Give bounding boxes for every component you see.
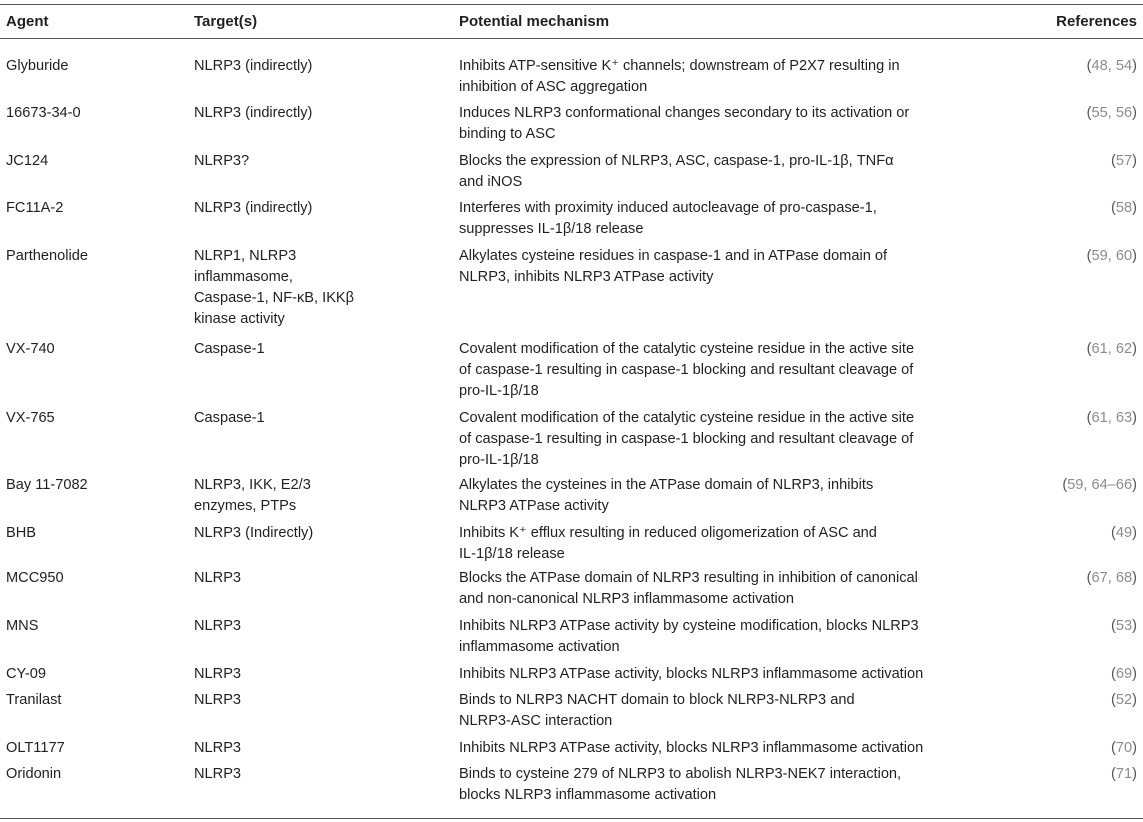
targets-cell: [194, 198, 366, 219]
agent-cell: BHB: [6, 525, 37, 541]
header-mechanism: Potential mechanism: [459, 13, 610, 30]
agent-cell: OLT1177: [6, 740, 65, 756]
references-cell: (59, 60): [1086, 248, 1137, 264]
reference-link[interactable]: 71: [1115, 766, 1133, 782]
targets-line: NLRP3 (indirectly): [194, 200, 313, 216]
mechanism-line: Inhibits NLRP3 ATPase activity, blocks NLRP3 inflammasome activation: [459, 666, 924, 682]
mechanism-line: Binds to NLRP3 NACHT domain to block NLRP3-NLRP3 and: [459, 692, 855, 708]
targets-cell: [194, 103, 366, 124]
mechanism-line: inhibition of ASC aggregation: [459, 79, 648, 95]
mechanism-line: Induces NLRP3 conformational changes secondary to its activation or: [459, 105, 910, 121]
agent-cell: Parthenolide: [6, 248, 88, 264]
targets-line: NLRP3?: [194, 153, 250, 169]
references-cell: (67, 68): [1086, 570, 1137, 586]
mechanism-line: Inhibits ATP-sensitive K⁺ channels; downstream of P2X7 resulting in: [459, 58, 900, 74]
agent-cell: CY-09: [6, 666, 47, 682]
header-agent: Agent: [6, 13, 49, 30]
agent-cell: Glyburide: [6, 58, 69, 74]
mechanism-line: and iNOS: [459, 174, 523, 190]
mechanism-line: Alkylates the cysteines in the ATPase domain of NLRP3, inhibits: [459, 477, 874, 493]
mechanism-line: IL-1β/18 release: [459, 546, 565, 562]
agent-cell: MCC950: [6, 570, 64, 586]
reference-link[interactable]: 61, 63: [1091, 410, 1133, 426]
targets-cell: [194, 764, 366, 785]
agent-cell: MNS: [6, 618, 39, 634]
mechanism-cell: [459, 475, 959, 517]
agent-cell: JC124: [6, 153, 49, 169]
targets-line: NLRP3 (indirectly): [194, 58, 313, 74]
targets-cell: [194, 475, 366, 517]
mechanism-cell: [459, 198, 959, 240]
targets-line: kinase activity: [194, 311, 285, 327]
targets-line: NLRP1, NLRP3: [194, 248, 297, 264]
targets-line: enzymes, PTPs: [194, 498, 297, 514]
references-cell: (48, 54): [1086, 58, 1137, 74]
targets-line: NLRP3 (Indirectly): [194, 525, 314, 541]
references-cell: (61, 62): [1086, 341, 1137, 357]
agent-cell: Oridonin: [6, 766, 62, 782]
agent-cell: VX-765: [6, 410, 55, 426]
targets-line: inflammasome,: [194, 269, 293, 285]
references-cell: (55, 56): [1086, 105, 1137, 121]
targets-cell: [194, 151, 366, 172]
targets-line: NLRP3: [194, 570, 242, 586]
mechanism-cell: [459, 56, 959, 98]
mechanism-cell: [459, 339, 959, 402]
targets-line: Caspase-1, NF-κB, IKKβ: [194, 290, 355, 306]
mechanism-cell: [459, 764, 959, 806]
reference-link[interactable]: 67, 68: [1091, 570, 1133, 586]
reference-link[interactable]: 61, 62: [1091, 341, 1133, 357]
reference-link[interactable]: 70: [1115, 740, 1133, 756]
mechanism-line: Covalent modification of the catalytic cysteine residue in the active site: [459, 410, 915, 426]
mechanism-cell: [459, 738, 959, 759]
reference-link[interactable]: 55, 56: [1091, 105, 1133, 121]
targets-cell: [194, 616, 366, 637]
mechanism-line: Alkylates cysteine residues in caspase-1 and in ATPase domain of: [459, 248, 888, 264]
mechanism-line: Binds to cysteine 279 of NLRP3 to abolish NLRP3-NEK7 interaction,: [459, 766, 902, 782]
mechanism-line: of caspase-1 resulting in caspase-1 blocking and resultant cleavage of: [459, 431, 914, 447]
reference-link[interactable]: 59, 64–66: [1067, 477, 1133, 493]
reference-link[interactable]: 58: [1115, 200, 1133, 216]
mechanism-line: NLRP3, inhibits NLRP3 ATPase activity: [459, 269, 714, 285]
header-references: References: [1056, 13, 1137, 30]
mechanism-cell: [459, 408, 959, 471]
targets-cell: [194, 408, 366, 429]
reference-link[interactable]: 69: [1115, 666, 1133, 682]
reference-link[interactable]: 59, 60: [1091, 248, 1133, 264]
mechanism-cell: [459, 664, 959, 685]
table-bottom-rule: [0, 818, 1143, 819]
targets-cell: [194, 523, 366, 544]
agent-cell: Bay 11-7082: [6, 477, 88, 493]
targets-cell: [194, 690, 366, 711]
targets-line: Caspase-1: [194, 410, 265, 426]
table-top-rule: [0, 4, 1143, 5]
targets-cell: [194, 339, 366, 360]
mechanism-cell: [459, 103, 959, 145]
header-rule: [0, 38, 1143, 39]
mechanism-line: blocks NLRP3 inflammasome activation: [459, 787, 717, 803]
reference-link[interactable]: 48, 54: [1091, 58, 1133, 74]
targets-cell: [194, 246, 366, 330]
mechanism-line: Interferes with proximity induced autocleavage of pro-caspase-1,: [459, 200, 877, 216]
mechanism-line: inflammasome activation: [459, 639, 620, 655]
references-cell: (61, 63): [1086, 410, 1137, 426]
mechanism-line: Covalent modification of the catalytic cysteine residue in the active site: [459, 341, 915, 357]
targets-line: Caspase-1: [194, 341, 265, 357]
mechanism-line: Inhibits NLRP3 ATPase activity, blocks NLRP3 inflammasome activation: [459, 740, 924, 756]
references-cell: (49): [1111, 525, 1137, 541]
mechanism-line: Inhibits NLRP3 ATPase activity by cysteine modification, blocks NLRP3: [459, 618, 919, 634]
targets-line: NLRP3: [194, 666, 242, 682]
mechanism-cell: [459, 246, 959, 288]
agent-cell: Tranilast: [6, 692, 62, 708]
targets-line: NLRP3, IKK, E2/3: [194, 477, 311, 493]
reference-link[interactable]: 49: [1115, 525, 1133, 541]
targets-line: NLRP3 (indirectly): [194, 105, 313, 121]
targets-line: NLRP3: [194, 692, 242, 708]
mechanism-line: Blocks the expression of NLRP3, ASC, caspase-1, pro-IL-1β, TNFα: [459, 153, 894, 169]
references-cell: (53): [1111, 618, 1137, 634]
mechanism-line: pro-IL-1β/18: [459, 452, 539, 468]
mechanism-cell: [459, 568, 959, 610]
mechanism-line: pro-IL-1β/18: [459, 383, 539, 399]
references-cell: (58): [1111, 200, 1137, 216]
agent-cell: VX-740: [6, 341, 55, 357]
mechanism-line: of caspase-1 resulting in caspase-1 blocking and resultant cleavage of: [459, 362, 914, 378]
mechanism-line: binding to ASC: [459, 126, 556, 142]
mechanism-line: Blocks the ATPase domain of NLRP3 resulting in inhibition of canonical: [459, 570, 918, 586]
targets-line: NLRP3: [194, 766, 242, 782]
targets-line: NLRP3: [194, 740, 242, 756]
references-cell: (70): [1111, 740, 1137, 756]
references-cell: (69): [1111, 666, 1137, 682]
reference-link[interactable]: 52: [1115, 692, 1133, 708]
mechanism-line: NLRP3 ATPase activity: [459, 498, 609, 514]
mechanism-cell: [459, 690, 959, 732]
references-cell: (57): [1111, 153, 1137, 169]
targets-cell: [194, 664, 366, 685]
mechanism-cell: [459, 616, 959, 658]
mechanism-line: Inhibits K⁺ efflux resulting in reduced oligomerization of ASC and: [459, 525, 877, 541]
references-cell: (52): [1111, 692, 1137, 708]
targets-line: NLRP3: [194, 618, 242, 634]
mechanism-line: NLRP3-ASC interaction: [459, 713, 613, 729]
targets-cell: [194, 568, 366, 589]
agent-cell: 16673-34-0: [6, 105, 81, 121]
mechanism-line: suppresses IL-1β/18 release: [459, 221, 644, 237]
references-cell: (71): [1111, 766, 1137, 782]
reference-link[interactable]: 57: [1115, 153, 1133, 169]
targets-cell: [194, 738, 366, 759]
mechanism-cell: [459, 151, 959, 193]
header-targets: Target(s): [194, 13, 258, 30]
mechanism-cell: [459, 523, 959, 565]
references-cell: (59, 64–66): [1062, 477, 1137, 493]
mechanism-line: and non-canonical NLRP3 inflammasome activation: [459, 591, 795, 607]
targets-cell: [194, 56, 366, 77]
reference-link[interactable]: 53: [1115, 618, 1133, 634]
agent-cell: FC11A-2: [6, 200, 64, 216]
